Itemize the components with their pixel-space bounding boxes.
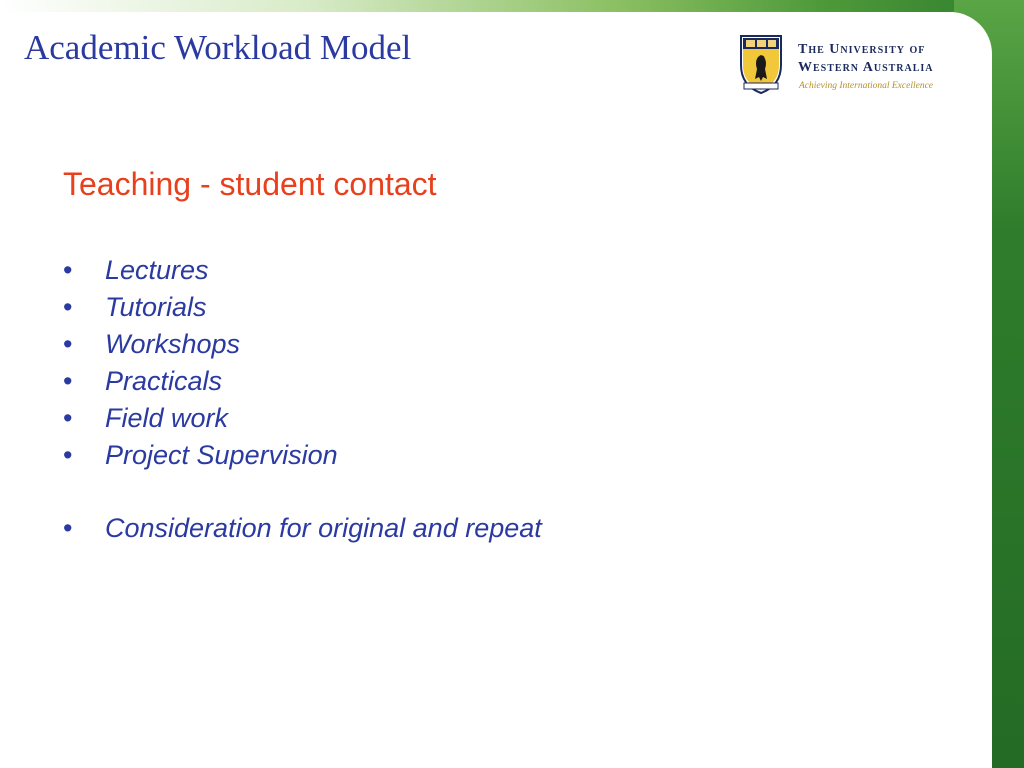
bullet-text: Tutorials: [105, 292, 207, 322]
bullet-marker: •: [63, 440, 73, 470]
university-logo: [738, 33, 958, 97]
bullet-text: Workshops: [105, 329, 241, 359]
university-name-line-1: The University of: [798, 42, 926, 57]
section-heading: Teaching - student contact: [63, 166, 437, 202]
bullet-marker: •: [63, 366, 73, 396]
bullet-text: Practicals: [105, 366, 223, 396]
bullet-text: Project Supervision: [105, 440, 338, 470]
top-gradient-bar: [0, 0, 1024, 12]
bullet-marker: •: [63, 403, 73, 433]
bullet-marker: •: [63, 255, 73, 285]
university-name-line-2: Western Australia: [798, 60, 934, 75]
bullet-text: Field work: [105, 403, 229, 433]
crest-icon: [738, 33, 784, 95]
bullet-text: Consideration for original and repeat: [105, 513, 542, 543]
bullet-marker: •: [63, 329, 73, 359]
bullet-marker: •: [63, 513, 73, 543]
bullet-marker: •: [63, 292, 73, 322]
bullet-text: Lectures: [105, 255, 209, 285]
slide-title: Academic Workload Model: [24, 28, 412, 67]
university-tagline: Achieving International Excellence: [799, 81, 933, 91]
university-name: [798, 41, 934, 77]
